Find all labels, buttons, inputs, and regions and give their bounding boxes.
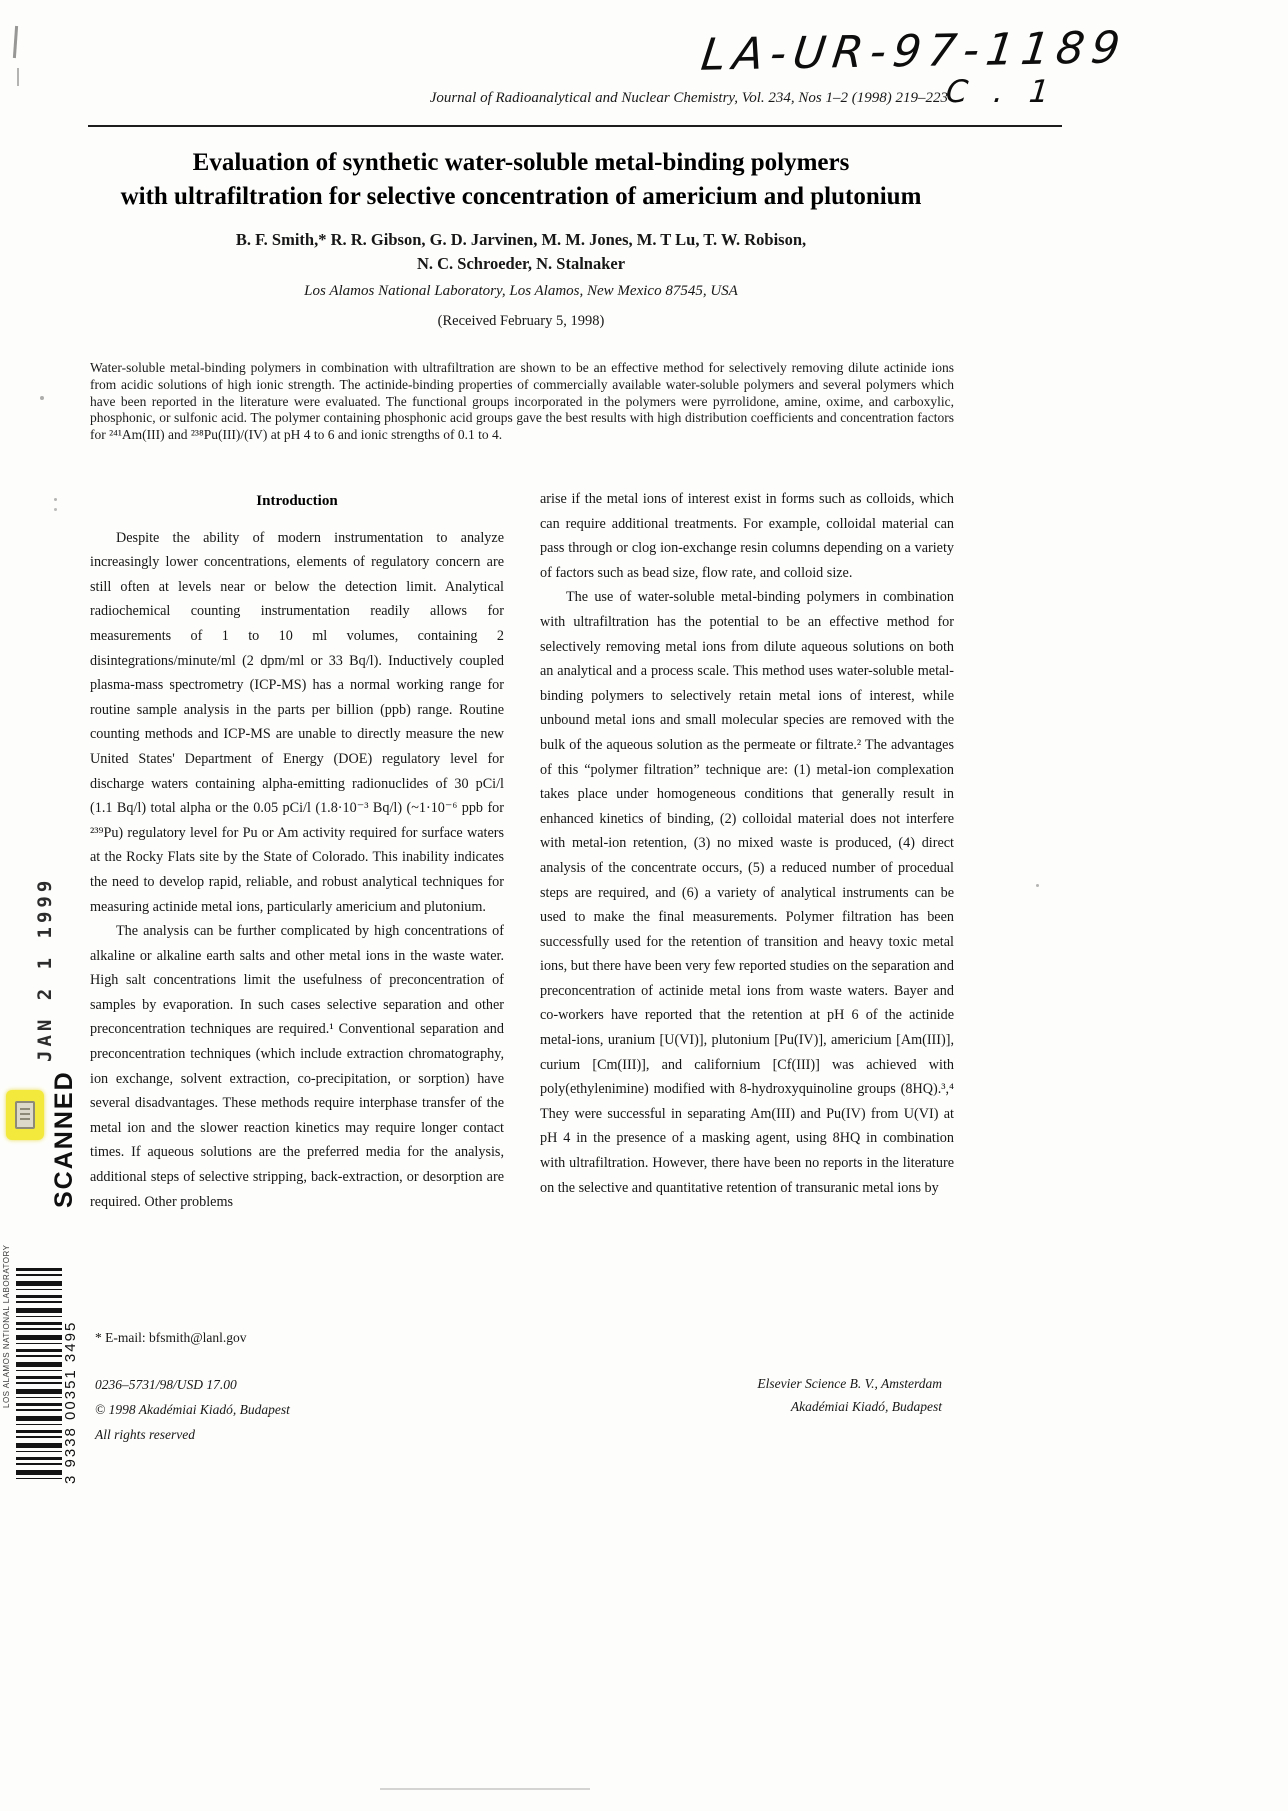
title-line-1: Evaluation of synthetic water-soluble metal-binding polymers: [192, 149, 850, 176]
title-line-2: with ultrafiltration for selective concentration of americium and plutonium: [120, 183, 922, 210]
handwritten-report-number: LA-UR-97-1189: [698, 22, 1130, 81]
paragraph: arise if the metal ions of interest exist in forms such as colloids, which can require additional treatments. For example, colloidal material can pass through or clog ion-exchange resin columns depending on a variety of factors such as bead size, flow rate, and colloid size.: [540, 491, 954, 581]
header-rule: [88, 125, 1062, 127]
authors: [90, 228, 952, 276]
scan-artifact: [380, 1788, 590, 1790]
email-footnote: * E-mail: bfsmith@lanl.gov: [95, 1330, 247, 1345]
affiliation: Los Alamos National Laboratory, Los Alamos, New Mexico 87545, USA: [304, 283, 738, 299]
authors-line-2: N. C. Schroeder, N. Stalnaker: [416, 254, 626, 273]
yellow-highlight-marker: [6, 1090, 44, 1140]
left-column: [90, 487, 504, 1214]
scan-artifact: [40, 396, 44, 400]
publisher-line-2: Akadémiai Kiadó, Budapest: [790, 1399, 942, 1414]
footer-publisher: [90, 1372, 942, 1418]
paragraph: The use of water-soluble metal-binding polymers in combination with ultrafiltration has the potential to be an effective method for selectively removing metal ions from dilute aqueous solutions on both an analytical and a process scale. This method uses water-soluble metal-binding polymers to selectively retain metal ions of interest, while unbound metal ions and small molecular species are removed with the bulk of the aqueous solution as the permeate or filtrate.² The advantages of this “polymer filtration” technique are: (1) metal-ion complexation takes place under homogeneous conditions that generally result in enhanced kinetics of binding, (2) colloidal material does not interfere with metal-ion retention, (3) no mixed waste is produced, (4) direct analysis of the concentrate occurs, (5) a reduced number of procedual steps are required, and (6) a variety of analytical instruments can be used to make the final measurements. Polymer filtration has been successfully used for the retention of transition and heavy toxic metal ions, but there have been very few reported studies on the separation and preconcentration of actinide metal ions from waste waters. Bayer and co-workers have reported that the retention at pH 6 of the actinide metal-ions, uranium [U(VI)], plutonium [Pu(IV)], americium [Am(III)], curium [Cm(III)], and californium [Cf(III)] was achieved with poly(ethylenimine) modified with 8-hydroxyquinoline groups (8HQ).³,⁴ They were successful in separating Am(III) and Pu(IV) from U(VI) at pH 4 in the presence of a masking agent, using 8HQ in combination with ultrafiltration. However, there have been no reports in the literature on the selective and quantitative retention of transuranic metal ions by: [540, 589, 954, 1196]
received-date: (Received February 5, 1998): [437, 313, 605, 329]
copyright-line: © 1998 Akadémiai Kiadó, Budapest: [95, 1402, 290, 1417]
paper-title: [90, 146, 952, 214]
scan-artifact: [1036, 884, 1039, 887]
barcode-number: 3 9338 00351 3495: [62, 1320, 79, 1484]
date-received-stamp: JAN 2 1 1999: [34, 876, 56, 1062]
rights-line: All rights reserved: [95, 1427, 195, 1442]
publisher-line-1: Elsevier Science B. V., Amsterdam: [757, 1376, 942, 1391]
right-column: [540, 487, 954, 1214]
scan-artifact: [54, 508, 57, 511]
barcode-icon: [16, 1268, 62, 1483]
paragraph: The analysis can be further complicated by high concentrations of alkaline or alkaline earth salts and other metal ions in the waste water. High salt concentrations limit the usefulness of preconcentration of samples by evaporation. In such cases selective separation and other preconcentration techniques are required.¹ Conventional separation and preconcentration techniques (which include extraction chromatography, ion exchange, solvent extraction, co-precipitation, or sorption) have several disadvantages. These methods require interphase transfer of the metal ion and the slower reaction kinetics may require longer contact times. If aqueous solutions are the preferred media for the analysis, additional steps of selective stripping, back-extraction, or desorption are required. Other problems: [90, 923, 504, 1210]
scan-artifact: [17, 68, 19, 86]
introduction-heading: Introduction: [256, 493, 338, 509]
paragraph: Despite the ability of modern instrumentation to analyze increasingly lower concentrations, elements of regulatory concern are still often at levels near or below the detection limit. Analytical radiochemical counting instrumentation readily allows for measurements of 1 to 10 ml volumes, containing 2 disintegrations/minute/ml (2 dpm/ml or 33 Bq/l). Inductively coupled plasma-mass spectrometry (ICP-MS) has a normal working range for routine sample analysis in the parts per billion (ppb) range. Routine counting methods and ICP-MS are unable to directly measure the new United States' Department of Energy (DOE) regulatory level for discharge waters containing alpha-emitting radionuclides of 30 pCi/l (1.1 Bq/l) total alpha or the 0.05 pCi/l (1.8·10⁻³ Bq/l) (~1·10⁻⁶ ppb for ²³⁹Pu) regulatory level for Pu or Am activity required for surface waters at the Rocky Flats site by the State of Colorado. This inability indicates the need to develop rapid, reliable, and robust analytical techniques for measuring actinide metal ions, particularly americium and plutonium.: [90, 529, 504, 915]
handwritten-copy-mark: C . 1: [944, 74, 1059, 110]
scan-artifact: [54, 498, 57, 501]
journal-citation: Journal of Radioanalytical and Nuclear Chemistry, Vol. 234, Nos 1–2 (1998) 219–223: [429, 90, 948, 106]
document-icon: [15, 1101, 35, 1129]
abstract-text: Water-soluble metal-binding polymers in combination with ultrafiltration are shown to be an effective method for selectively removing dilute actinide ions from acidic solutions of high ionic strength. The actinide-binding properties of commercially available water-soluble polymers and several polymers which have been reported in the literature were evaluated. The functional groups incorporated in the polymers were pyrrolidone, amine, oxime, and carboxylic, phosphonic, or sulfonic acid. The polymer containing phosphonic acid groups gave the best results with high distribution coefficients and concentration factors for ²⁴¹Am(III) and ²³⁸Pu(III)/(IV) at pH 4 to 6 and ionic strengths of 0.1 to 4.: [90, 360, 954, 443]
authors-line-1: B. F. Smith,* R. R. Gibson, G. D. Jarvinen, M. M. Jones, M. T Lu, T. W. Robison,: [235, 230, 807, 249]
body-columns: [90, 487, 954, 1214]
issn-line: 0236–5731/98/USD 17.00: [95, 1377, 237, 1392]
scan-artifact: [13, 26, 18, 58]
library-name-label: LOS ALAMOS NATIONAL LABORATORY: [2, 1244, 11, 1408]
scanned-stamp: SCANNED: [50, 1070, 78, 1208]
